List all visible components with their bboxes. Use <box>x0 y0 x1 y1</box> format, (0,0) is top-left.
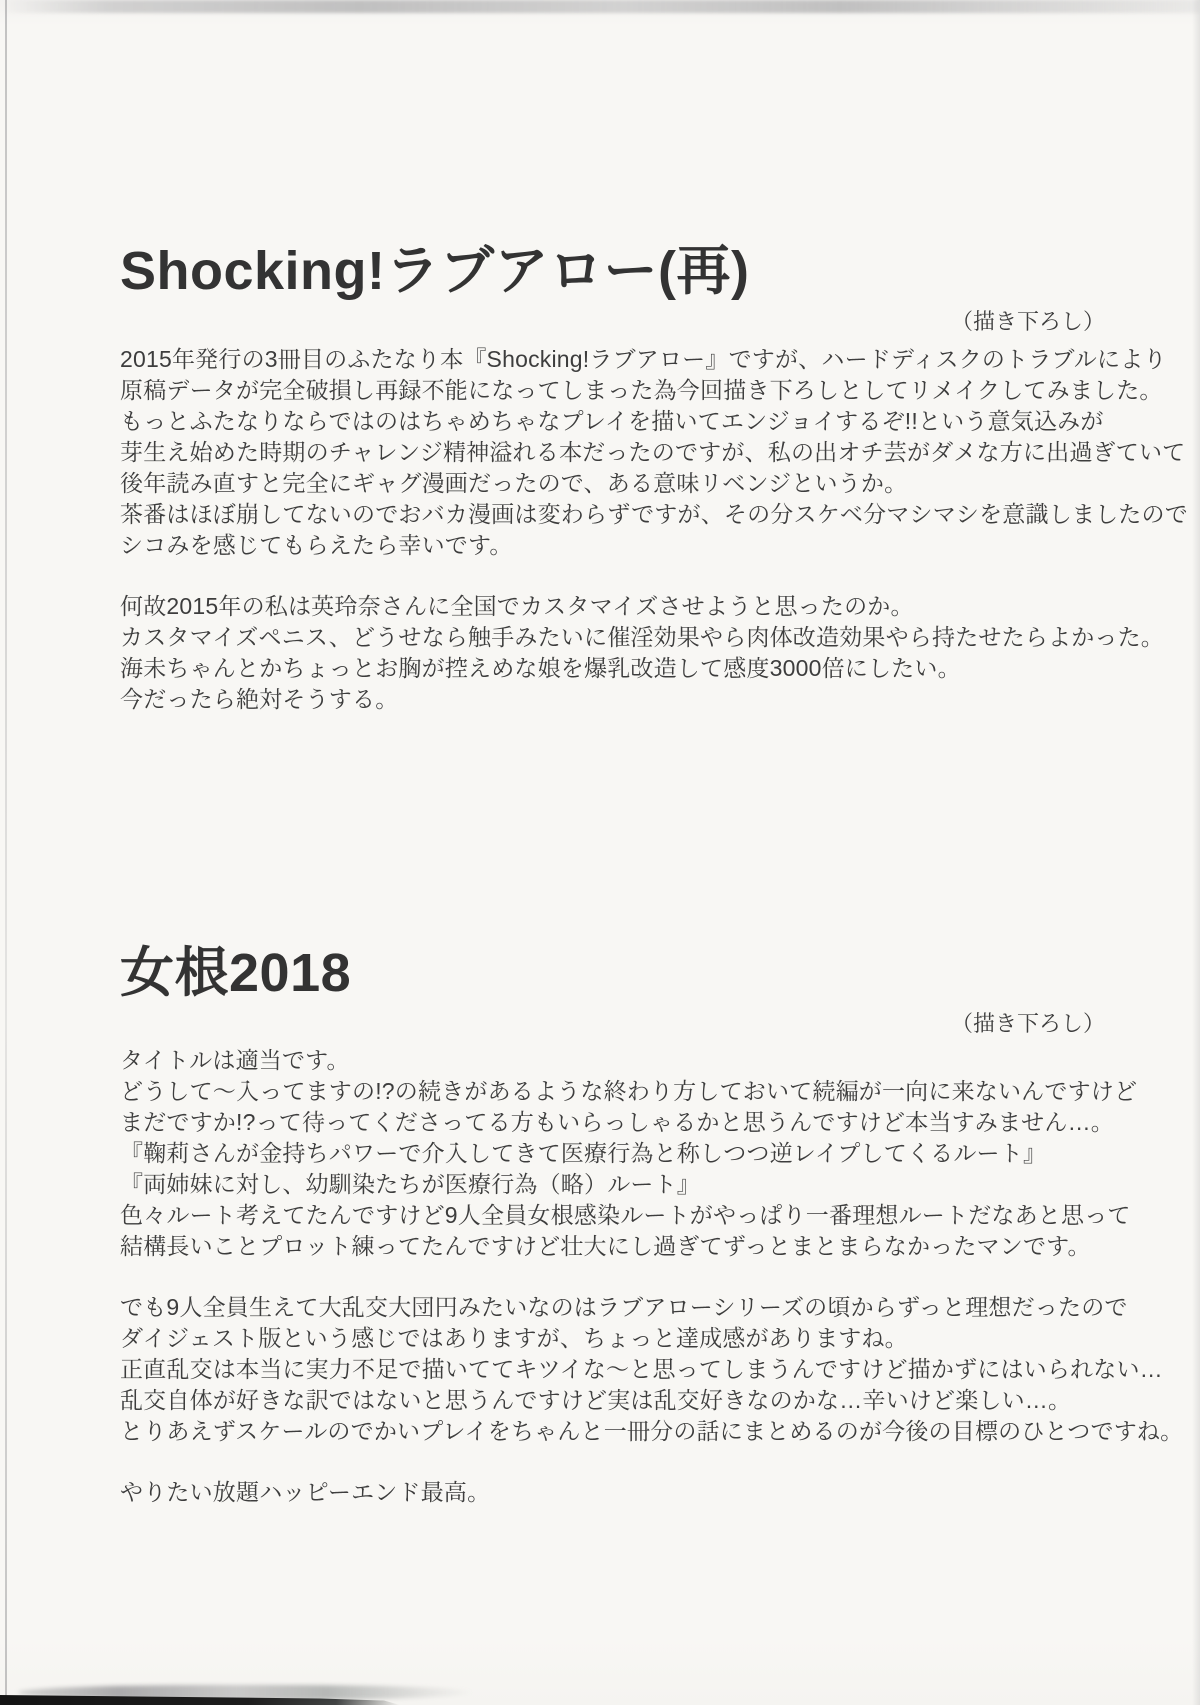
text-line: 正直乱交は本当に実力不足で描いててキツイな〜と思ってしまうんですけど描かずにはいられない… <box>120 1356 1163 1383</box>
text-line: でも9人全員生えて大乱交大団円みたいなのはラブアローシリーズの頃からずっと理想だったので <box>120 1294 1128 1321</box>
text-line: 後年読み直すと完全にギャグ漫画だったので、ある意味リベンジというか。 <box>120 469 908 496</box>
text-line: とりあえずスケールのでかいプレイをちゃんと一冊分の話にまとめるのが今後の目標のひとつですね。 <box>120 1418 1184 1445</box>
paragraph <box>120 1045 1200 1262</box>
paragraph <box>120 591 1200 715</box>
text-line: 色々ルート考えてたんですけど9人全員女根感染ルートがやっぱり一番理想ルートだなあと思って <box>120 1202 1131 1229</box>
text-line: カスタマイズペニス、どうせなら触手みたいに催淫効果やら肉体改造効果やら持たせたらよかった。 <box>120 623 1164 650</box>
section-body <box>120 344 1200 715</box>
text-line: 何故2015年の私は英玲奈さんに全国でカスタマイズさせようと思ったのか。 <box>120 592 914 619</box>
paragraph <box>120 1477 1200 1508</box>
text-line: 『両姉妹に対し、幼馴染たちが医療行為（略）ルート』 <box>120 1171 700 1198</box>
text-line: シコみを感じてもらえたら幸いです。 <box>120 531 513 558</box>
section-shocking-love-arrow <box>120 240 1200 715</box>
text-line: 2015年発行の3冊目のふたなり本『Shocking!ラブアロー』ですが、ハードディスクのトラブルにより <box>120 345 1167 372</box>
section-jokon-2018 <box>120 942 1200 1509</box>
newly-drawn-note: （描き下ろし） <box>950 1010 1105 1036</box>
paragraph <box>120 1292 1200 1447</box>
text-line: 今だったら絶対そうする。 <box>120 685 399 712</box>
text-line: 原稿データが完全破損し再録不能になってしまった為今回描き下ろしとしてリメイクしてみました。 <box>120 376 1163 403</box>
section-title: 女根2018 <box>120 942 352 1003</box>
newly-drawn-note: （描き下ろし） <box>950 309 1105 335</box>
text-line: もっとふたなりならではのはちゃめちゃなプレイを描いてエンジョイするぞ!!という意気込みが <box>120 407 1104 434</box>
section-body <box>120 1045 1200 1508</box>
text-line: 結構長いことプロット練ってたんですけど壮大にし過ぎてずっとまとまらなかったマンです。 <box>120 1233 1091 1260</box>
paragraph <box>120 344 1200 561</box>
text-line: 海未ちゃんとかちょっとお胸が控えめな娘を爆乳改造して感度3000倍にしたい。 <box>120 654 961 681</box>
text-line: 茶番はほぼ崩してないのでおバカ漫画は変わらずですが、その分スケベ分マシマシを意識しましたので <box>120 500 1188 527</box>
text-line: 芽生え始めた時期のチャレンジ精神溢れる本だったのですが、私の出オチ芸がダメな方に出過ぎていて <box>120 438 1186 465</box>
text-line: まだですか!?って待ってくださってる方もいらっしゃるかと思うんですけど本当すみません…。 <box>120 1109 1114 1136</box>
text-line: 『鞠莉さんが金持ちパワーで介入してきて医療行為と称しつつ逆レイプしてくるルート』 <box>120 1140 1047 1167</box>
text-line: ダイジェスト版という感じではありますが、ちょっと達成感がありますね。 <box>120 1325 908 1352</box>
text-line: やりたい放題ハッピーエンド最高。 <box>120 1479 491 1506</box>
text-line: タイトルは適当です。 <box>120 1047 350 1074</box>
text-line: どうして〜入ってますの!?の続きがあるような終わり方しておいて続編が一向に来ないんですけど <box>120 1078 1138 1105</box>
text-line: 乱交自体が好きな訳ではないと思うんですけど実は乱交好きなのかな…辛いけど楽しい…。 <box>120 1387 1072 1414</box>
section-title: Shocking!ラブアロー(再) <box>120 241 750 301</box>
